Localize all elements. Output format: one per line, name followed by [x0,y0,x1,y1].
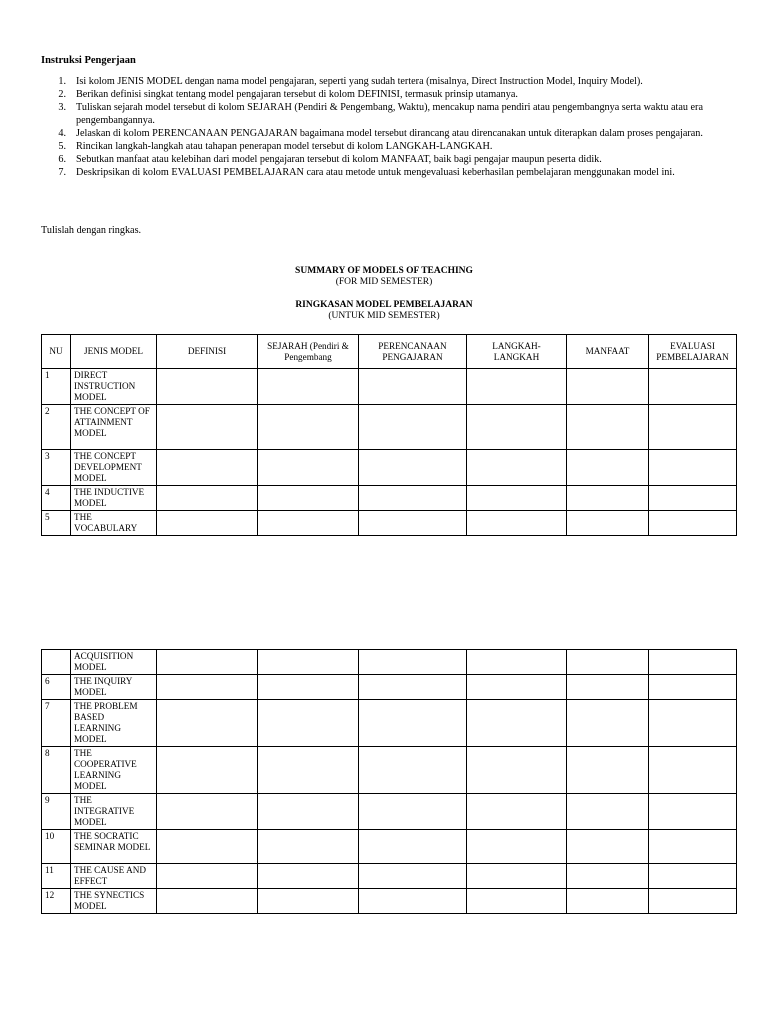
instructions-list [41,75,731,179]
evaluasi-cell[interactable] [649,700,737,747]
perencanaan-cell[interactable] [359,450,467,486]
row-model-name: ACQUISITION MODEL [71,650,157,675]
langkah-cell[interactable] [467,747,567,794]
instruction-text: Berikan definisi singkat tentang model pengajaran tersebut di kolom DEFINISI, termasuk prinsip utamanya. [76,89,518,100]
table-row [42,369,737,405]
definisi-cell[interactable] [157,889,258,914]
instruction-text: Sebutkan manfaat atau kelebihan dari model pengajaran tersebut di kolom MANFAAT, baik bagi pengajar maupun peserta didik. [76,154,602,165]
perencanaan-cell[interactable] [359,486,467,511]
row-number: 12 [42,889,71,914]
models-table-page1 [41,334,737,536]
langkah-cell[interactable] [467,450,567,486]
sejarah-cell[interactable] [258,830,359,864]
sejarah-cell[interactable] [258,747,359,794]
manfaat-cell[interactable] [567,650,649,675]
definisi-cell[interactable] [157,864,258,889]
manfaat-cell[interactable] [567,675,649,700]
row-model-name: THE INTEGRATIVE MODEL [71,794,157,830]
definisi-cell[interactable] [157,675,258,700]
langkah-cell[interactable] [467,486,567,511]
table-row [42,675,737,700]
instruction-item [41,88,731,101]
table-row [42,864,737,889]
perencanaan-cell[interactable] [359,369,467,405]
table-header-row [42,335,737,369]
sejarah-cell[interactable] [258,486,359,511]
row-model-name: THE CONCEPT OF ATTAINMENT MODEL [71,405,157,450]
sejarah-cell[interactable] [258,889,359,914]
summary-heading [0,266,768,288]
definisi-cell[interactable] [157,747,258,794]
evaluasi-cell[interactable] [649,864,737,889]
table-row [42,794,737,830]
header-perencanaan: PERENCANAAN PENGAJARAN [359,335,467,369]
row-number: 7 [42,700,71,747]
row-number: 5 [42,511,71,536]
instruction-text: Tuliskan sejarah model tersebut di kolom SEJARAH (Pendiri & Pengembang, Waktu), mencakup nama pendiri atau pengembangnya serta waktu atau era pengembangannya. [76,102,703,126]
evaluasi-cell[interactable] [649,486,737,511]
definisi-cell[interactable] [157,369,258,405]
manfaat-cell[interactable] [567,830,649,864]
header-manfaat: MANFAAT [567,335,649,369]
evaluasi-cell[interactable] [649,450,737,486]
sejarah-cell[interactable] [258,511,359,536]
instruction-text: Rincikan langkah-langkah atau tahapan penerapan model tersebut di kolom LANGKAH-LANGKAH. [76,141,493,152]
manfaat-cell[interactable] [567,511,649,536]
langkah-cell[interactable] [467,511,567,536]
perencanaan-cell[interactable] [359,650,467,675]
perencanaan-cell[interactable] [359,511,467,536]
evaluasi-cell[interactable] [649,675,737,700]
header-evaluasi: EVALUASI PEMBELAJARAN [649,335,737,369]
evaluasi-cell[interactable] [649,794,737,830]
header-definisi: DEFINISI [157,335,258,369]
row-number: 2 [42,405,71,450]
ringkasan-heading [0,300,768,322]
instructions-title: Instruksi Pengerjaan [41,55,136,66]
instruction-number: 5. [58,141,66,152]
manfaat-cell[interactable] [567,700,649,747]
sejarah-cell[interactable] [258,794,359,830]
row-model-name: THE INQUIRY MODEL [71,675,157,700]
evaluasi-cell[interactable] [649,405,737,450]
manfaat-cell[interactable] [567,889,649,914]
ringkasan-title: RINGKASAN MODEL PEMBELAJARAN [295,300,473,310]
instruction-number: 2. [58,89,66,100]
perencanaan-cell[interactable] [359,794,467,830]
header-langkah: LANGKAH-LANGKAH [467,335,567,369]
langkah-cell[interactable] [467,675,567,700]
definisi-cell[interactable] [157,511,258,536]
instruction-number: 3. [58,102,66,113]
ringkasan-subtitle: (UNTUK MID SEMESTER) [328,311,440,321]
row-number: 6 [42,675,71,700]
table-row [42,511,737,536]
sejarah-cell[interactable] [258,650,359,675]
langkah-cell[interactable] [467,830,567,864]
perencanaan-cell[interactable] [359,830,467,864]
instruction-item [41,166,731,179]
evaluasi-cell[interactable] [649,511,737,536]
langkah-cell[interactable] [467,369,567,405]
note-text: Tulislah dengan ringkas. [41,225,142,236]
summary-title: SUMMARY OF MODELS OF TEACHING [295,266,473,276]
row-number [42,650,71,675]
instruction-number: 4. [58,128,66,139]
perencanaan-cell[interactable] [359,747,467,794]
instruction-text: Isi kolom JENIS MODEL dengan nama model pengajaran, seperti yang sudah tertera (misalnya, Direct Instruction Model, Inquiry Model). [76,76,643,87]
sejarah-cell[interactable] [258,369,359,405]
evaluasi-cell[interactable] [649,747,737,794]
sejarah-cell[interactable] [258,405,359,450]
instruction-text: Jelaskan di kolom PERENCANAAN PENGAJARAN bagaimana model tersebut dirancang atau direncanakan untuk diterapkan dalam proses pengajaran. [76,128,703,139]
manfaat-cell[interactable] [567,405,649,450]
row-number: 11 [42,864,71,889]
header-jenis-model: JENIS MODEL [71,335,157,369]
table-row [42,889,737,914]
instruction-item [41,101,731,127]
perencanaan-cell[interactable] [359,889,467,914]
perencanaan-cell[interactable] [359,864,467,889]
table-row [42,450,737,486]
langkah-cell[interactable] [467,650,567,675]
instruction-item [41,153,731,166]
langkah-cell[interactable] [467,864,567,889]
row-number: 9 [42,794,71,830]
definisi-cell[interactable] [157,486,258,511]
manfaat-cell[interactable] [567,794,649,830]
instruction-item [41,75,731,88]
header-sejarah: SEJARAH (Pendiri & Pengembang [258,335,359,369]
row-number: 1 [42,369,71,405]
evaluasi-cell[interactable] [649,889,737,914]
langkah-cell[interactable] [467,405,567,450]
sejarah-cell[interactable] [258,700,359,747]
perencanaan-cell[interactable] [359,405,467,450]
header-nu: NU [42,335,71,369]
definisi-cell[interactable] [157,650,258,675]
row-number: 4 [42,486,71,511]
row-model-name: THE CONCEPT DEVELOPMENT MODEL [71,450,157,486]
row-model-name: THE PROBLEM BASED LEARNING MODEL [71,700,157,747]
perencanaan-cell[interactable] [359,675,467,700]
summary-subtitle: (FOR MID SEMESTER) [335,277,433,287]
table-row [42,405,737,450]
sejarah-cell[interactable] [258,450,359,486]
perencanaan-cell[interactable] [359,700,467,747]
row-model-name: THE VOCABULARY [71,511,157,536]
manfaat-cell[interactable] [567,369,649,405]
manfaat-cell[interactable] [567,486,649,511]
definisi-cell[interactable] [157,830,258,864]
evaluasi-cell[interactable] [649,650,737,675]
row-number: 3 [42,450,71,486]
row-number: 10 [42,830,71,864]
instruction-text: Deskripsikan di kolom EVALUASI PEMBELAJARAN cara atau metode untuk mengevaluasi keberhasilan pembelajaran menggunakan model ini. [76,167,675,178]
definisi-cell[interactable] [157,450,258,486]
row-model-name: DIRECT INSTRUCTION MODEL [71,369,157,405]
row-number: 8 [42,747,71,794]
models-table-page2 [41,649,737,914]
definisi-cell[interactable] [157,700,258,747]
definisi-cell[interactable] [157,405,258,450]
table-row [42,747,737,794]
instruction-item [41,140,731,153]
sejarah-cell[interactable] [258,864,359,889]
table-row [42,650,737,675]
evaluasi-cell[interactable] [649,830,737,864]
row-model-name: THE SYNECTICS MODEL [71,889,157,914]
row-model-name: THE SOCRATIC SEMINAR MODEL [71,830,157,864]
row-model-name: THE INDUCTIVE MODEL [71,486,157,511]
instruction-number: 6. [58,154,66,165]
langkah-cell[interactable] [467,700,567,747]
instruction-item [41,127,731,140]
table-row [42,830,737,864]
table-row [42,486,737,511]
definisi-cell[interactable] [157,794,258,830]
instruction-number: 7. [58,167,66,178]
row-model-name: THE COOPERATIVE LEARNING MODEL [71,747,157,794]
table-row [42,700,737,747]
row-model-name: THE CAUSE AND EFFECT [71,864,157,889]
manfaat-cell[interactable] [567,747,649,794]
evaluasi-cell[interactable] [649,369,737,405]
langkah-cell[interactable] [467,889,567,914]
instruction-number: 1. [58,76,66,87]
manfaat-cell[interactable] [567,864,649,889]
manfaat-cell[interactable] [567,450,649,486]
sejarah-cell[interactable] [258,675,359,700]
langkah-cell[interactable] [467,794,567,830]
